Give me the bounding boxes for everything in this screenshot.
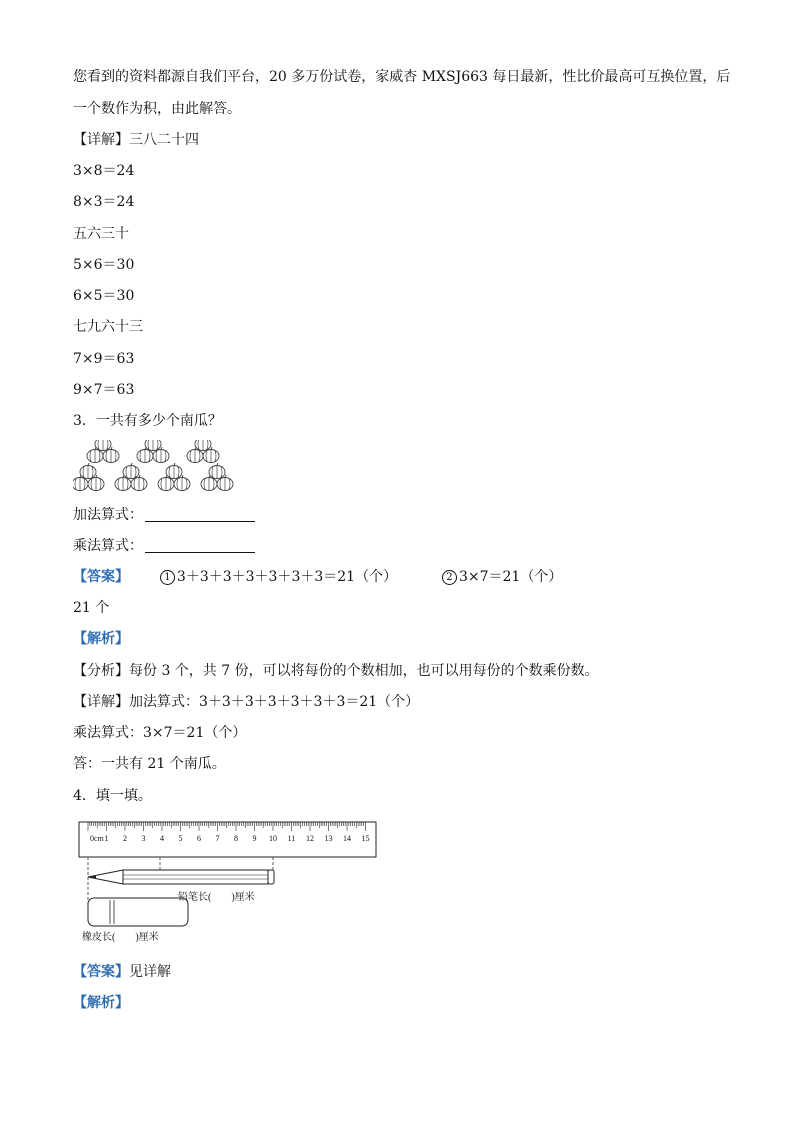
ruler-tick-label: 10	[269, 834, 277, 843]
equation-line: 8×3＝24	[73, 194, 135, 210]
fenxi-tag: 【分析】	[73, 663, 129, 679]
ruler-tick-label: 13	[324, 834, 333, 843]
ruler-tick-label: 11	[287, 834, 296, 843]
answer-line-2: 21 个	[73, 600, 110, 616]
detail-tag: 【详解】	[73, 132, 129, 148]
ruler-tick-label: 12	[306, 834, 314, 843]
pencil-length-label: 铅笔长( )厘米	[178, 892, 255, 903]
text-line: 一个数作为积，由此解答。	[73, 101, 241, 117]
ruler-tick-label: 6	[197, 834, 201, 843]
pencil-icon	[88, 870, 274, 884]
answer-part-2: 3×7＝21（个）	[458, 569, 563, 585]
ruler-tick-label: 9	[252, 834, 257, 843]
ruler-tick-label: 5	[178, 834, 183, 843]
addition-blank[interactable]	[145, 507, 255, 522]
q4-answer-row	[73, 963, 171, 981]
detail-tag: 【详解】	[73, 694, 129, 710]
analysis-row	[73, 662, 599, 680]
detail-row	[73, 693, 419, 711]
analysis-tag: 【解析】	[73, 995, 129, 1011]
answer-text: 见详解	[129, 964, 171, 980]
ruler-tick-label: 7	[215, 834, 220, 843]
ruler-tick-label: 2	[123, 834, 127, 843]
text-line	[73, 131, 199, 149]
ruler-figure	[78, 820, 378, 945]
ruler-tick-label: 8	[234, 834, 238, 843]
multiplication-row	[73, 537, 255, 555]
detail-multiplication: 乘法算式：3×7＝21（个）	[73, 725, 247, 741]
multiplication-label: 乘法算式：	[73, 538, 143, 554]
question-4-title: 4．填一填。	[73, 788, 152, 804]
eraser-length-label: 橡皮长( )厘米	[82, 932, 159, 943]
detail-text: 加法算式：3＋3＋3＋3＋3＋3＋3＝21（个）	[129, 694, 420, 710]
circled-number-2: 2	[442, 570, 457, 585]
ruler-tick-label: 3	[141, 834, 146, 843]
equation-line: 5×6＝30	[73, 257, 135, 273]
detail-answer: 答：一共有 21 个南瓜。	[73, 756, 226, 772]
eraser-icon	[88, 898, 188, 926]
fenxi-text: 每份 3 个，共 7 份，可以将每份的个数相加，也可以用每份的个数乘份数。	[129, 663, 599, 679]
pumpkin-illustration	[73, 440, 243, 496]
equation-line: 6×5＝30	[73, 288, 135, 304]
addition-row	[73, 506, 255, 524]
text-line: 七九六十三	[73, 319, 143, 335]
circled-number-1: 1	[160, 570, 175, 585]
answer-part-1: 3＋3＋3＋3＋3＋3＋3＝21（个）	[176, 569, 398, 585]
text-line: 五六三十	[73, 226, 129, 242]
equation-line: 7×9＝63	[73, 351, 135, 367]
ruler-tick-label: 15	[361, 834, 370, 843]
equation-line: 9×7＝63	[73, 382, 135, 398]
answer-row	[73, 568, 562, 586]
ruler-tick-label: 14	[343, 834, 351, 843]
multiplication-blank[interactable]	[145, 538, 255, 553]
answer-tag: 【答案】	[73, 964, 129, 980]
detail-text: 三八二十四	[129, 132, 199, 148]
text-line: 您看到的资料都源自我们平台，20 多万份试卷，家威杏 MXSJ663 每日最新，性比价最高可互换位置，后	[73, 69, 731, 85]
addition-label: 加法算式：	[73, 507, 143, 523]
answer-tag: 【答案】	[73, 569, 129, 585]
ruler-tick-label: 0cm	[90, 834, 104, 843]
question-3-title: 3．一共有多少个南瓜？	[73, 413, 222, 429]
analysis-tag: 【解析】	[73, 631, 129, 647]
equation-line: 3×8＝24	[73, 163, 135, 179]
ruler-tick-label: 4	[160, 834, 164, 843]
ruler-tick-label: 1	[104, 834, 109, 843]
